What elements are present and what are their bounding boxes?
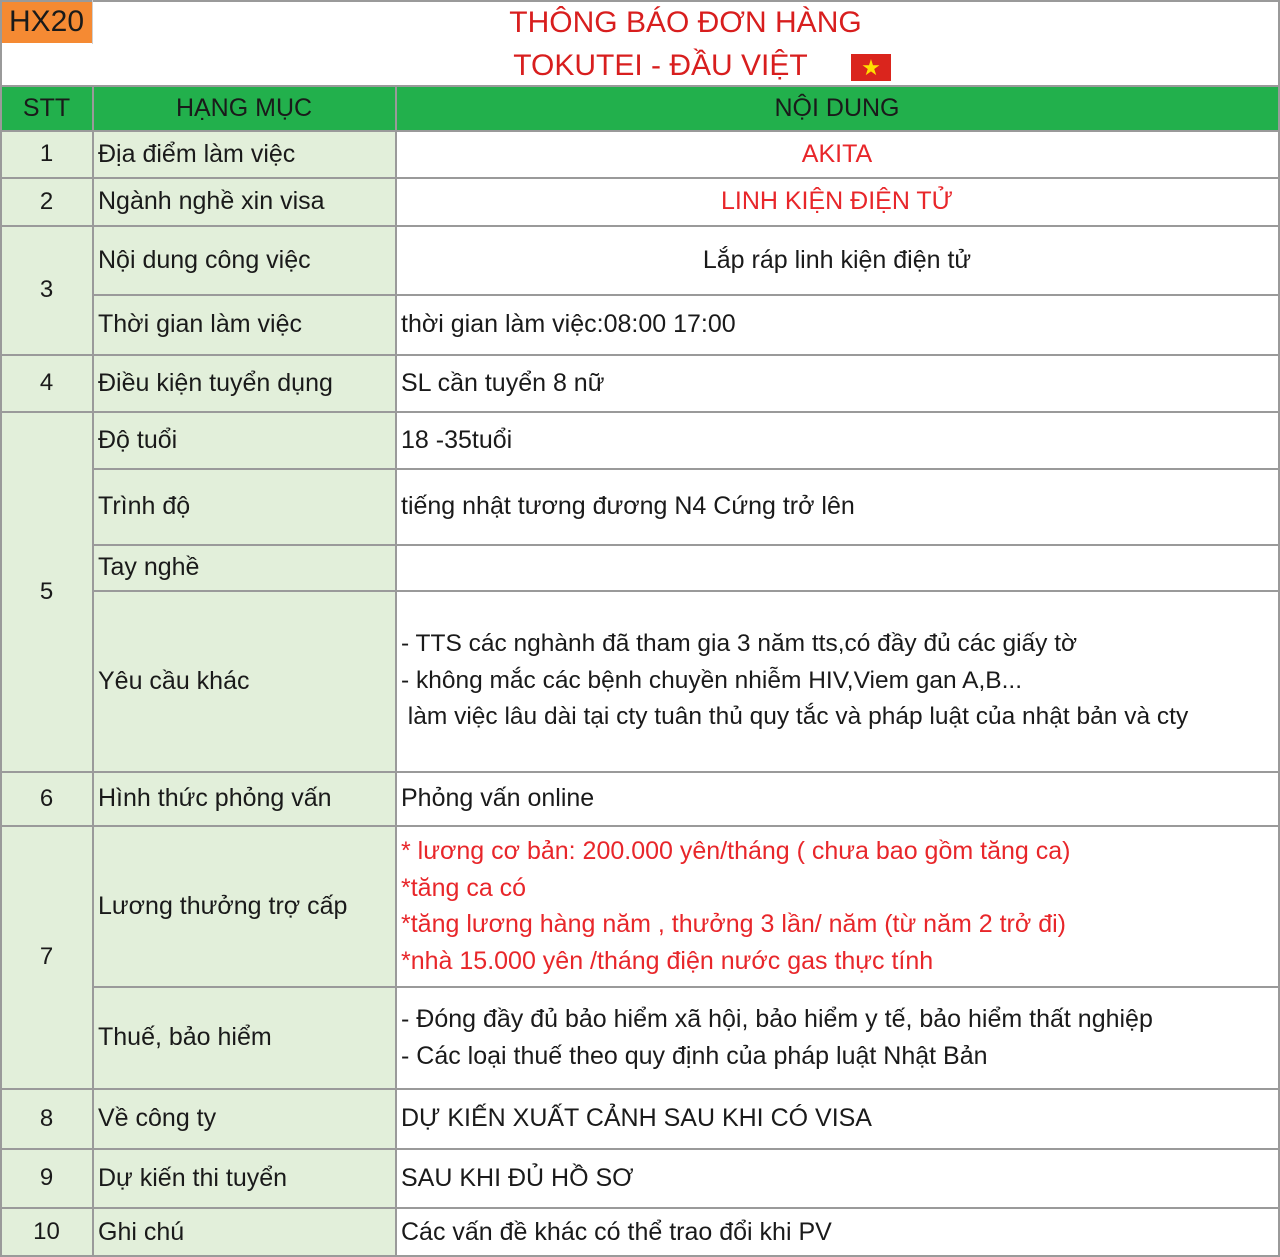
grid-line — [0, 771, 1280, 773]
row-label-exam-plan: Dự kiến thi tuyển — [93, 1149, 395, 1207]
row-stt-7: 7 — [1, 826, 92, 1088]
row-value-work-location: AKITA — [801, 139, 873, 168]
row-label-level: Trình độ — [93, 469, 395, 544]
salary-line-2: *tăng ca có — [401, 873, 527, 902]
row-label-work-location: Địa điểm làm việc — [93, 131, 395, 177]
row-value-job-content: Lắp ráp linh kiện điện tử — [702, 245, 972, 274]
grid-line — [92, 86, 94, 1256]
row-value-other-requirements — [396, 591, 1278, 771]
grid-line — [0, 130, 1280, 132]
grid-line — [92, 986, 1280, 988]
row-value-level: tiếng nhật tương đương N4 Cứng trở lên — [401, 492, 855, 520]
grid-line — [0, 0, 1280, 2]
row-value-age: 18 -35tuổi — [401, 425, 513, 454]
salary-line-4: *nhà 15.000 yên /tháng điện nước gas thực tính — [401, 946, 934, 975]
row-stt-1: 1 — [1, 131, 92, 177]
grid-line — [92, 294, 1280, 296]
grid-line — [92, 0, 93, 44]
grid-line — [0, 354, 1280, 356]
row-value-salary — [396, 826, 1278, 986]
grid-line — [395, 86, 397, 1256]
row-label-age: Độ tuổi — [93, 412, 395, 468]
row-label-working-hours: Thời gian làm việc — [93, 295, 395, 354]
row-label-recruit-conditions: Điều kiện tuyển dụng — [93, 355, 395, 411]
flag-star: ★ — [861, 54, 881, 80]
grid-line — [0, 0, 2, 1257]
row-value-notes: Các vấn đề khác có thể trao đổi khi PV — [401, 1217, 832, 1246]
row-label-interview-form: Hình thức phỏng vấn — [93, 772, 395, 825]
row-value-interview-form: Phỏng vấn online — [401, 784, 595, 812]
row-value-recruit-conditions: SL cần tuyển 8 nữ — [401, 368, 605, 397]
grid-line — [0, 225, 1280, 227]
row-label-salary: Lương thưởng trợ cấp — [93, 826, 395, 986]
row-stt-5: 5 — [1, 412, 92, 771]
order-code-badge: HX20 — [1, 1, 92, 43]
grid-line — [0, 85, 1280, 87]
requirement-line-2: - không mắc các bệnh chuyền nhiễm HIV,Viem gan A,B... — [401, 666, 1023, 694]
row-label-notes: Ghi chú — [93, 1208, 395, 1256]
column-header-stt: STT — [1, 87, 92, 130]
row-value-skill — [396, 545, 1278, 590]
row-value-tax-insurance — [396, 987, 1278, 1088]
grid-line — [0, 1207, 1280, 1209]
column-header-item: HẠNG MỤC — [93, 87, 395, 130]
row-label-skill: Tay nghề — [93, 545, 395, 590]
page-subtitle-wrap — [93, 45, 1278, 87]
grid-line — [0, 1088, 1280, 1090]
row-label-company: Về công ty — [93, 1089, 395, 1148]
row-stt-10: 10 — [1, 1208, 92, 1256]
page-title: THÔNG BÁO ĐƠN HÀNG — [509, 6, 862, 39]
grid-line — [0, 1148, 1280, 1150]
row-stt-6: 6 — [1, 772, 92, 825]
grid-line — [0, 411, 1280, 413]
vietnam-flag-icon — [851, 54, 891, 81]
grid-line — [92, 544, 1280, 546]
row-stt-8: 8 — [1, 1089, 92, 1148]
row-stt-9: 9 — [1, 1149, 92, 1207]
column-header-content: NỘI DUNG — [396, 87, 1278, 130]
row-value-working-hours: thời gian làm việc:08:00 17:00 — [401, 310, 736, 338]
row-value-visa-field: LINH KIỆN ĐIỆN TỬ — [720, 187, 954, 215]
row-value-company: DỰ KIẾN XUẤT CẢNH SAU KHI CÓ VISA — [401, 1104, 872, 1132]
grid-line — [92, 590, 1280, 592]
row-label-job-content: Nội dung công việc — [93, 226, 395, 294]
row-label-visa-field: Ngành nghề xin visa — [93, 178, 395, 225]
row-label-tax-insurance: Thuế, bảo hiểm — [93, 987, 395, 1088]
grid-line — [92, 468, 1280, 470]
row-label-other-requirements: Yêu cầu khác — [93, 591, 395, 771]
page-subtitle: TOKUTEI - ĐẦU VIỆT — [513, 49, 808, 82]
row-stt-3: 3 — [1, 226, 92, 354]
requirement-line-1: - TTS các nghành đã tham gia 3 năm tts,có đầy đủ các giấy tờ — [401, 630, 1078, 658]
tax-line-2: - Các loại thuế theo quy định của pháp luật Nhật Bản — [401, 1041, 988, 1070]
grid-line — [0, 825, 1280, 827]
row-stt-4: 4 — [1, 355, 92, 411]
grid-line — [0, 177, 1280, 179]
salary-line-3: *tăng lương hàng năm , thưởng 3 lần/ năm (từ năm 2 trở đi) — [401, 910, 1066, 938]
salary-line-1: * lương cơ bản: 200.000 yên/tháng ( chưa bao gồm tăng ca) — [401, 837, 1071, 865]
tax-line-1: - Đóng đầy đủ bảo hiểm xã hội, bảo hiểm y tế, bảo hiểm thất nghiệp — [401, 1005, 1153, 1033]
row-stt-2: 2 — [1, 178, 92, 225]
requirement-line-3: làm việc lâu dài tại cty tuân thủ quy tắc và pháp luật của nhật bản và cty — [401, 703, 1189, 731]
row-value-exam-plan: SAU KHI ĐỦ HỒ SƠ — [401, 1163, 634, 1192]
